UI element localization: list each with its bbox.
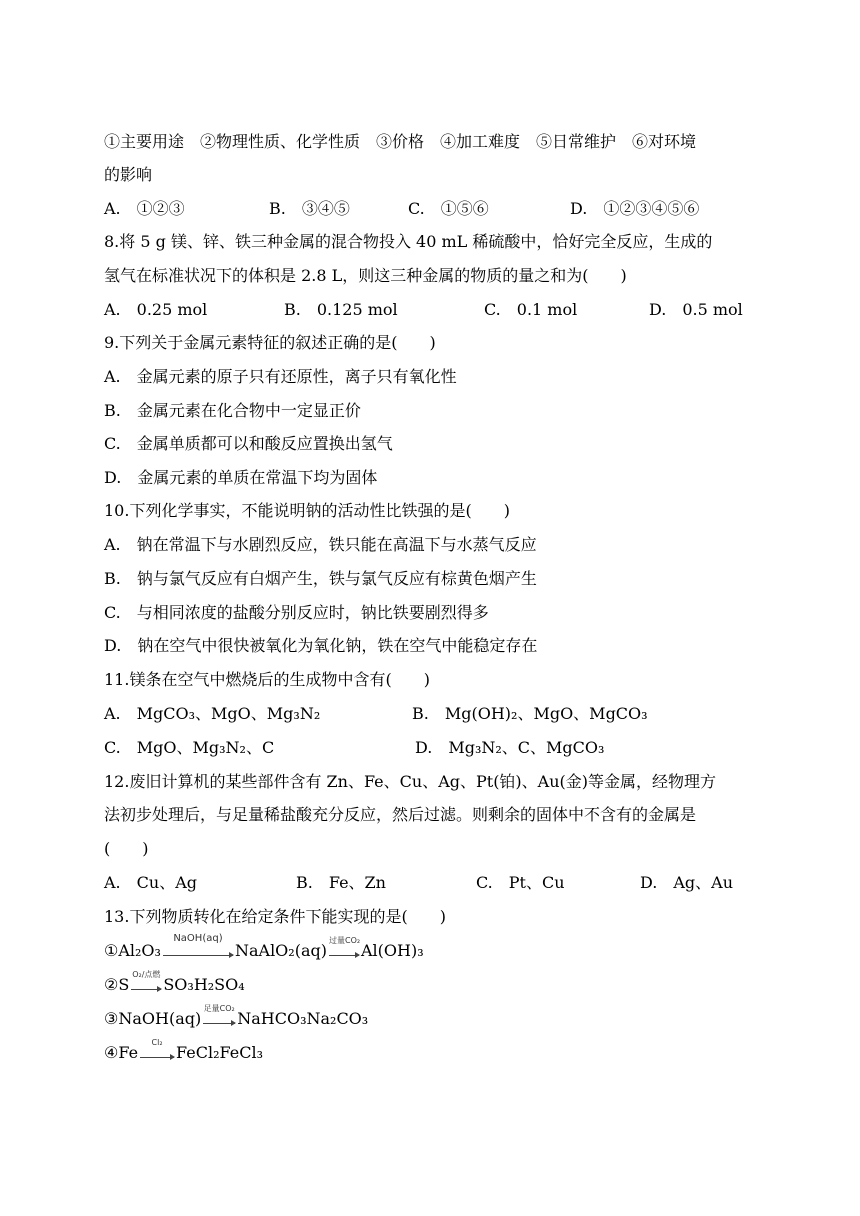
q10-option-a[interactable]: A. 钠在常温下与水剧烈反应，铁只能在高温下与水蒸气反应 (104, 535, 537, 554)
reaction-arrow-icon (140, 1038, 174, 1058)
q7-option-b[interactable]: B. ③④⑤ (269, 199, 350, 218)
q7-choices-line-cont: 的影响 (104, 165, 153, 184)
q10-option-b[interactable]: B. 钠与氯气反应有白烟产生，铁与氯气反应有棕黄色烟产生 (104, 569, 537, 588)
intermediate: FeCl₂ (176, 1043, 220, 1062)
reactant: S (118, 975, 130, 994)
reactant: NaOH(aq) (118, 1009, 202, 1028)
q12-stem-blank: ( ) (104, 839, 149, 858)
q10-stem: 10.下列化学事实，不能说明钠的活动性比铁强的是( ) (104, 501, 510, 520)
product: Na₂CO₃ (306, 1009, 369, 1028)
arrow-condition: O₂/点燃 (132, 970, 161, 979)
q12-option-b[interactable]: B. Fe、Zn (296, 873, 386, 892)
q7-option-a[interactable]: A. ①②③ (104, 199, 185, 218)
q12-option-c[interactable]: C. Pt、Cu (476, 873, 565, 892)
q11-option-a[interactable]: A. MgCO₃、MgO、Mg₃N₂ (104, 704, 321, 723)
q8-option-b[interactable]: B. 0.125 mol (284, 300, 398, 319)
reaction-number: ② (104, 975, 119, 994)
reactant: Al₂O₃ (118, 941, 161, 960)
q11-option-c[interactable]: C. MgO、Mg₃N₂、C (104, 738, 275, 757)
arrow-condition: Cl₂ (151, 1038, 163, 1047)
arrow-condition: 足量CO₂ (203, 1004, 235, 1013)
q12-stem-cont: 法初步处理后，与足量稀盐酸充分反应，然后过滤。则剩余的固体中不含有的金属是 (104, 805, 697, 824)
reaction-number: ③ (104, 1009, 119, 1028)
q8-option-c[interactable]: C. 0.1 mol (484, 300, 578, 319)
q8-option-d[interactable]: D. 0.5 mol (649, 300, 743, 319)
reaction-number: ④ (104, 1043, 119, 1062)
q13-reaction-1[interactable] (104, 933, 756, 962)
q7-option-c[interactable]: C. ①⑤⑥ (408, 199, 489, 218)
arrow-condition: NaOH(aq) (173, 933, 223, 944)
q12-stem: 12.废旧计算机的某些部件含有 Zn、Fe、Cu、Ag、Pt(铂)、Au(金)等金属，经物理方 (104, 772, 717, 791)
reaction-arrow-icon (163, 933, 233, 956)
q11-option-b[interactable]: B. Mg(OH)₂、MgO、MgCO₃ (412, 704, 648, 723)
intermediate: NaHCO₃ (237, 1009, 307, 1028)
arrow-condition: 过量CO₂ (328, 936, 361, 945)
product: Al(OH)₃ (360, 941, 424, 960)
product: FeCl₃ (219, 1043, 263, 1062)
q11-stem: 11.镁条在空气中燃烧后的生成物中含有( ) (104, 670, 430, 689)
q13-reaction-2[interactable] (104, 970, 756, 996)
q9-option-b[interactable]: B. 金属元素在化合物中一定显正价 (104, 401, 361, 420)
q9-option-d[interactable]: D. 金属元素的单质在常温下均为固体 (104, 468, 378, 487)
reaction-number: ① (104, 941, 119, 960)
q8-stem-cont: 氢气在标准状况下的体积是 2.8 L，则这三种金属的物质的量之和为( ) (104, 266, 627, 285)
reaction-arrow-icon (203, 1004, 235, 1024)
q13-reaction-3[interactable] (104, 1004, 756, 1030)
intermediate: SO₃ (163, 975, 194, 994)
q12-option-a[interactable]: A. Cu、Ag (104, 873, 197, 892)
q8-option-a[interactable]: A. 0.25 mol (104, 300, 208, 319)
q7-option-d[interactable]: D. ①②③④⑤⑥ (570, 199, 700, 218)
q9-option-a[interactable]: A. 金属元素的原子只有还原性，离子只有氧化性 (104, 367, 457, 386)
q13-reaction-4[interactable] (104, 1038, 756, 1064)
q7-choices-line: ①主要用途 ②物理性质、化学性质 ③价格 ④加工难度 ⑤日常维护 ⑥对环境 (104, 132, 697, 151)
reactant: Fe (118, 1043, 139, 1062)
q10-option-d[interactable]: D. 钠在空气中很快被氧化为氧化钠，铁在空气中能稳定存在 (104, 636, 538, 655)
q11-option-d[interactable]: D. Mg₃N₂、C、MgCO₃ (415, 738, 605, 757)
reaction-arrow-icon (328, 936, 361, 956)
q10-option-c[interactable]: C. 与相同浓度的盐酸分别反应时，钠比铁要剧烈得多 (104, 603, 489, 622)
product: H₂SO₄ (193, 975, 245, 994)
q12-option-d[interactable]: D. Ag、Au (640, 873, 734, 892)
q8-stem: 8.将 5 g 镁、锌、铁三种金属的混合物投入 40 mL 稀硫酸中，恰好完全反应，生成的 (104, 232, 713, 251)
q13-stem: 13.下列物质转化在给定条件下能实现的是( ) (104, 907, 446, 926)
q9-option-c[interactable]: C. 金属单质都可以和酸反应置换出氢气 (104, 434, 393, 453)
reaction-arrow-icon (131, 970, 161, 990)
q9-stem: 9.下列关于金属元素特征的叙述正确的是( ) (104, 333, 436, 352)
intermediate: NaAlO₂(aq) (234, 941, 327, 960)
